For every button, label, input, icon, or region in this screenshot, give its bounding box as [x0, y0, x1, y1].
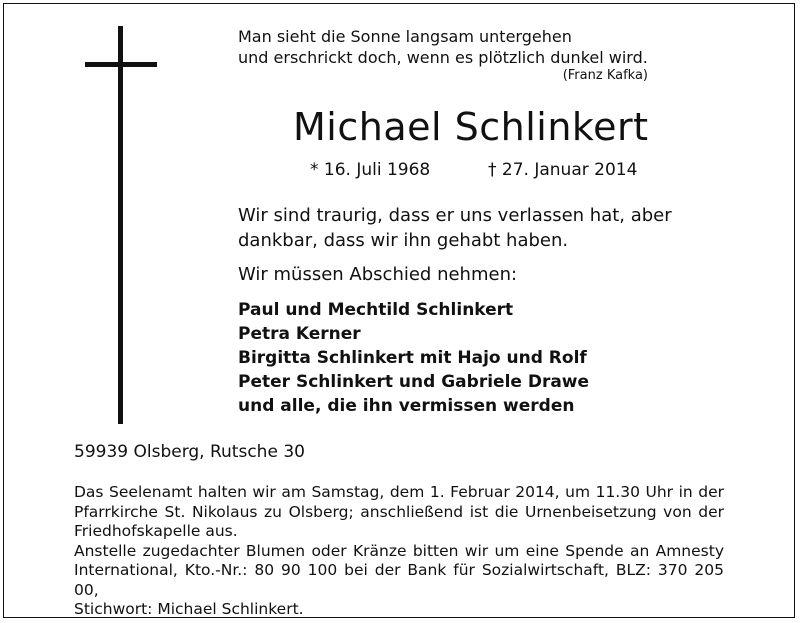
sorrow-line: Wir sind traurig, dass er uns verlassen hat, aber: [238, 205, 672, 226]
sorrow-text: [238, 203, 688, 253]
sorrow-line: dankbar, dass wir ihn gehabt haben.: [238, 230, 569, 251]
mourner-item: Petra Kerner: [238, 324, 361, 344]
notice-line: Das Seelenamt halten wir am Samstag, dem 1. Februar 2014, um 11.30 Uhr in der: [74, 483, 724, 501]
quote-author: (Franz Kafka): [562, 68, 648, 83]
service-notice: [74, 483, 724, 620]
quote-line: Man sieht die Sonne langsam untergehen: [238, 27, 572, 46]
quote-line: und erschrickt doch, wenn es plötzlich dunkel wird.: [238, 48, 648, 67]
notice-line: Friedhofskapelle aus.: [74, 522, 238, 540]
death-date: † 27. Januar 2014: [488, 160, 638, 180]
deceased-name: Michael Schlinkert: [293, 105, 649, 149]
birth-date: * 16. Juli 1968: [310, 160, 431, 180]
mourner-item: Paul und Mechtild Schlinkert: [238, 300, 514, 320]
mourner-item: Peter Schlinkert und Gabriele Drawe: [238, 372, 590, 392]
farewell-text: Wir müssen Abschied nehmen:: [238, 264, 518, 285]
address: 59939 Olsberg, Rutsche 30: [74, 442, 305, 462]
notice-line: International, Kto.-Nr.: 80 90 100 bei der Bank für Sozialwirtschaft, BLZ: 370 205 00,: [74, 561, 724, 599]
mourners-list: [238, 298, 589, 418]
notice-line: Stichwort: Michael Schlinkert.: [74, 600, 304, 618]
mourner-item: und alle, die ihn vermissen werden: [238, 396, 575, 416]
notice-line: Anstelle zugedachter Blumen oder Kränze bitten wir um eine Spende an Amnesty: [74, 541, 724, 560]
mourner-item: Birgitta Schlinkert mit Hajo und Rolf: [238, 348, 587, 368]
notice-line: Pfarrkirche St. Nikolaus zu Olsberg; anschließend ist die Urnenbeisetzung von der: [74, 502, 724, 521]
quote-block: [238, 26, 648, 84]
